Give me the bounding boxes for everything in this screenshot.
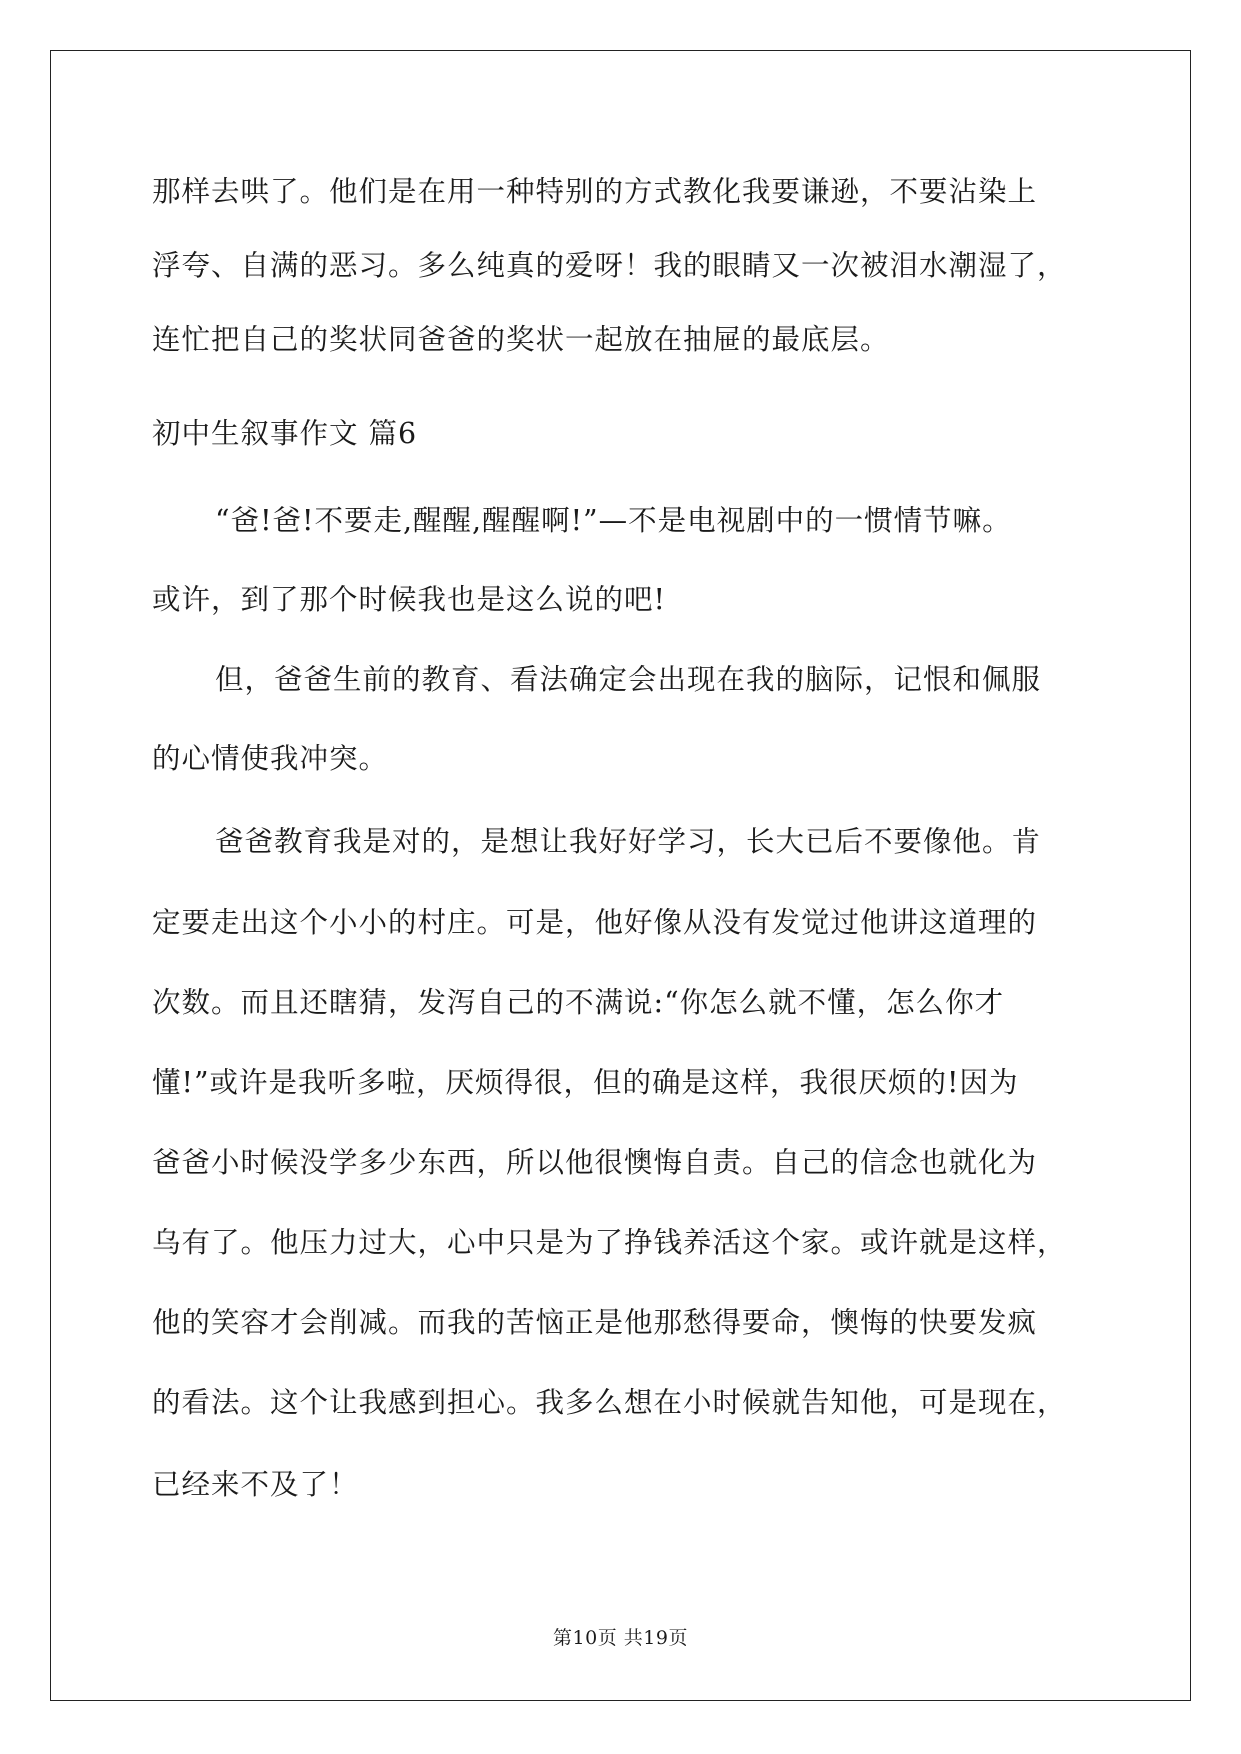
section-heading: 初中生叙事作文 篇6 <box>152 417 418 450</box>
page-number: 第10页 共19页 <box>553 1627 688 1649</box>
text-line: 浮夸、自满的恶习。多么纯真的爱呀！我的眼睛又一次被泪水潮湿了， <box>152 249 1067 282</box>
text-line: 他的笑容才会削减。而我的苦恼正是他那愁得要命，懊悔的快要发疯 <box>152 1306 1038 1339</box>
text-line: 连忙把自己的奖状同爸爸的奖状一起放在抽屉的最底层。 <box>152 323 890 356</box>
text-line: 懂!”或许是我听多啦，厌烦得很，但的确是这样，我很厌烦的!因为 <box>152 1066 1019 1099</box>
text-line: 定要走出这个小小的村庄。可是，他好像从没有发觉过他讲这道理的 <box>152 906 1038 939</box>
text-line: 但，爸爸生前的教育、看法确定会出现在我的脑际，记恨和佩服 <box>215 663 1042 696</box>
text-line: 那样去哄了。他们是在用一种特别的方式教化我要谦逊，不要沾染上 <box>152 175 1038 208</box>
text-line: 爸爸小时候没学多少东西，所以他很懊悔自责。自己的信念也就化为 <box>152 1146 1038 1179</box>
text-line: 已经来不及了！ <box>152 1468 359 1501</box>
page-border <box>50 50 1191 1701</box>
text-line: “爸!爸!不要走,醒醒,醒醒啊!”—不是电视剧中的一惯情节嘛。 <box>215 504 1012 537</box>
text-line: 的心情使我冲突。 <box>152 742 389 775</box>
text-line: 或许，到了那个时候我也是这么说的吧! <box>152 583 666 616</box>
text-line: 乌有了。他压力过大，心中只是为了挣钱养活这个家。或许就是这样， <box>152 1226 1067 1259</box>
text-line: 的看法。这个让我感到担心。我多么想在小时候就告知他，可是现在， <box>152 1386 1067 1419</box>
text-line: 爸爸教育我是对的，是想让我好好学习，长大已后不要像他。肯 <box>215 825 1042 858</box>
text-line: 次数。而且还瞎猜，发泻自己的不满说:“你怎么就不懂，怎么你才 <box>152 986 1005 1019</box>
